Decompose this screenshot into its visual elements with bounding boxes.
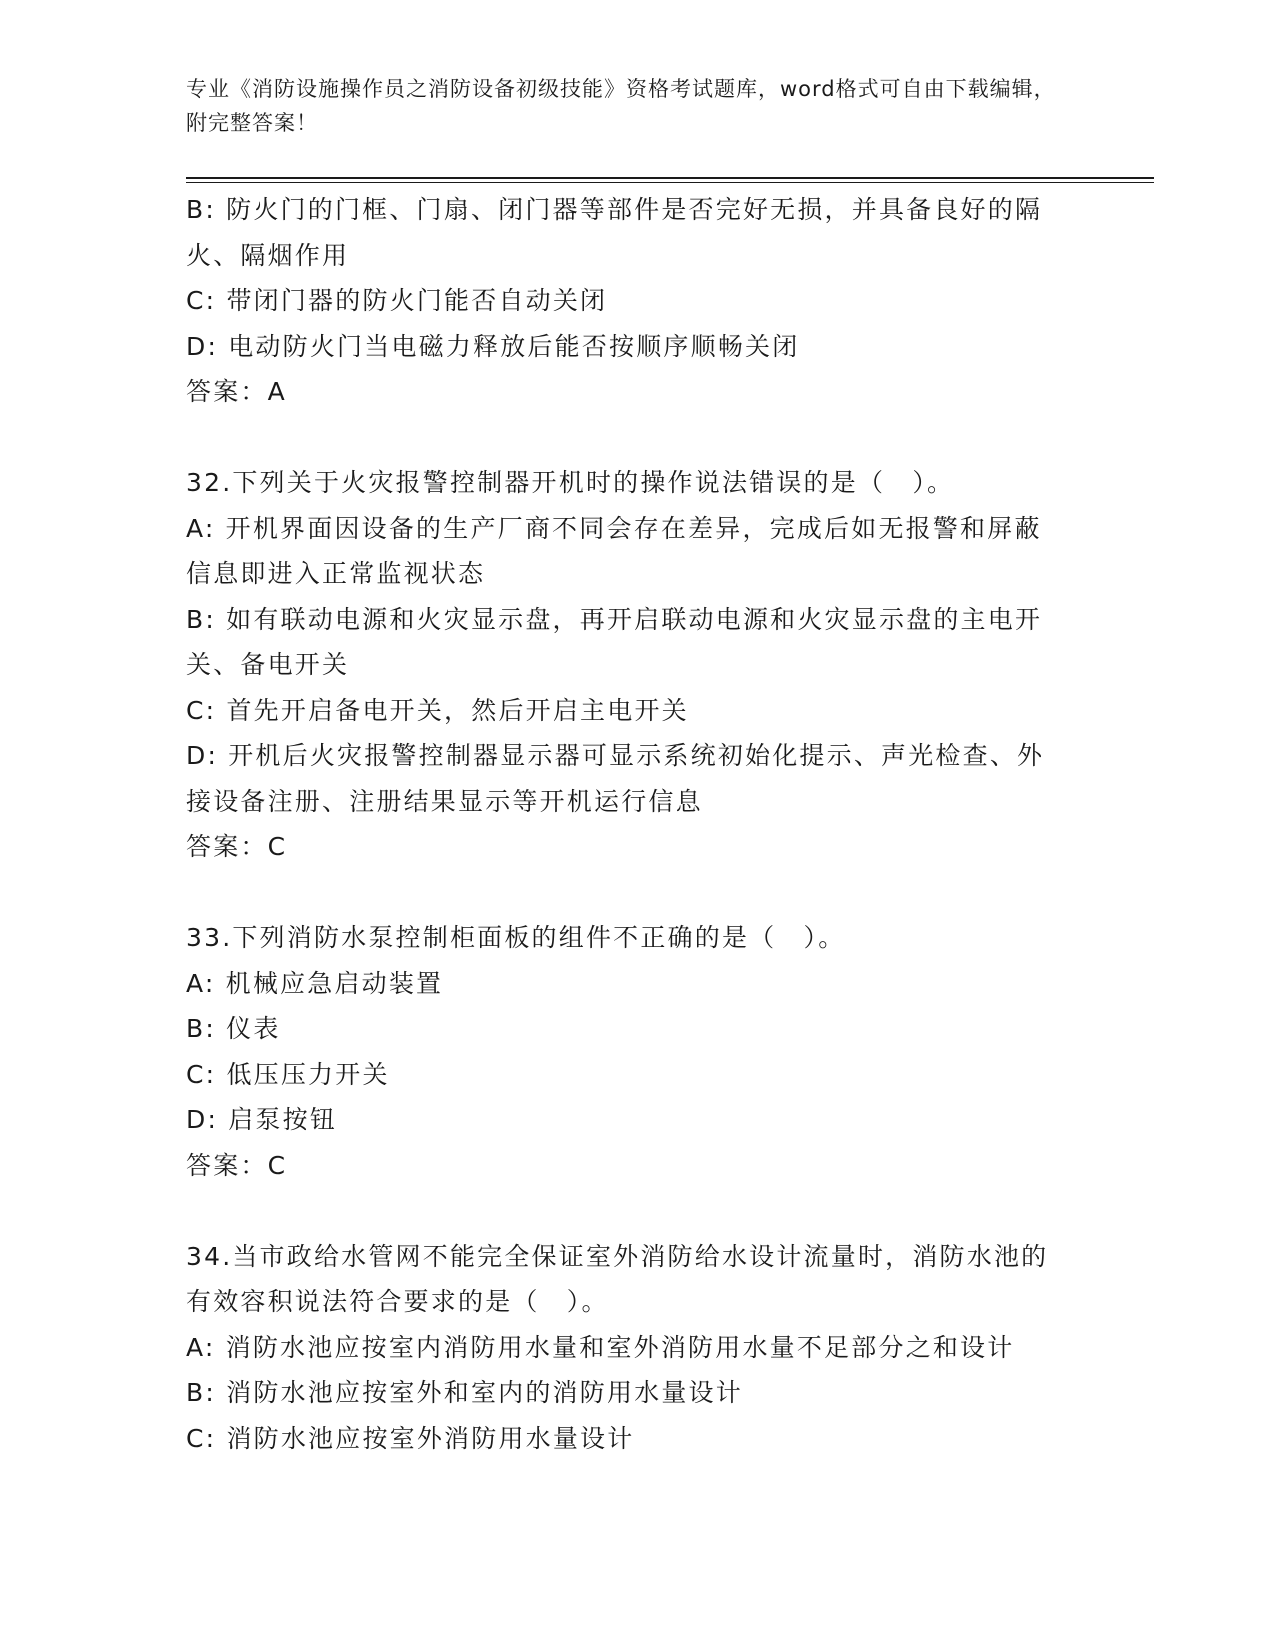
header-text: 专业《消防设施操作员之消防设备初级技能》资格考试题库，word格式可自由下载编辑，附完整答案！ bbox=[186, 77, 1056, 135]
option-text: 仪表 bbox=[226, 1014, 281, 1043]
option-letter: D: bbox=[186, 1105, 219, 1134]
option-a bbox=[186, 961, 1066, 1007]
option-text: 消防水池应按室外消防用水量设计 bbox=[226, 1423, 635, 1453]
option-a bbox=[186, 1325, 1066, 1371]
option-letter: C: bbox=[186, 695, 217, 725]
question-stem: 33.下列消防水泵控制柜面板的组件不正确的是（ ）。 bbox=[186, 923, 846, 952]
option-letter: B: bbox=[186, 195, 216, 224]
answer-line: 答案：C bbox=[186, 832, 288, 861]
option-text: 防火门的门框、门扇、闭门器等部件是否完好无损，并具备良好的隔火、隔烟作用 bbox=[186, 195, 1043, 270]
page-header bbox=[186, 72, 1066, 140]
option-letter: A: bbox=[186, 968, 216, 998]
option-text: 消防水池应按室内消防用水量和室外消防用水量不足部分之和设计 bbox=[225, 1332, 1015, 1362]
option-text: 如有联动电源和火灾显示盘，再开启联动电源和火灾显示盘的主电开关、备电开关 bbox=[186, 604, 1043, 679]
question-stem: 32.下列关于火灾报警控制器开机时的操作说法错误的是（ ）。 bbox=[186, 468, 955, 497]
option-letter: B: bbox=[186, 604, 216, 634]
option-c bbox=[186, 1052, 1066, 1098]
option-b bbox=[186, 187, 1066, 278]
option-letter: C: bbox=[186, 1059, 217, 1089]
option-text: 低压压力开关 bbox=[226, 1059, 390, 1089]
option-text: 开机后火灾报警控制器显示器可显示系统初始化提示、声光检查、外接设备注册、注册结果显示等开机运行信息 bbox=[186, 741, 1045, 816]
option-c bbox=[186, 1416, 1066, 1462]
option-letter: D: bbox=[186, 331, 219, 361]
question-32 bbox=[186, 460, 1066, 870]
option-d bbox=[186, 733, 1066, 824]
option-text: 启泵按钮 bbox=[228, 1105, 338, 1134]
question-33 bbox=[186, 915, 1066, 1188]
option-letter: C: bbox=[186, 1423, 217, 1453]
option-text: 电动防火门当电磁力释放后能否按顺序顺畅关闭 bbox=[228, 331, 800, 361]
question-content bbox=[186, 187, 1066, 1461]
option-letter: D: bbox=[186, 741, 219, 770]
option-text: 带闭门器的防火门能否自动关闭 bbox=[226, 286, 608, 315]
option-c bbox=[186, 278, 1066, 324]
option-d bbox=[186, 1097, 1066, 1143]
option-letter: B: bbox=[186, 1378, 216, 1407]
header-divider bbox=[186, 177, 1154, 183]
option-text: 开机界面因设备的生产厂商不同会存在差异，完成后如无报警和屏蔽信息即进入正常监视状态 bbox=[186, 513, 1042, 588]
question-34 bbox=[186, 1234, 1066, 1462]
option-text: 机械应急启动装置 bbox=[225, 968, 444, 998]
option-letter: A: bbox=[186, 1332, 216, 1362]
option-b bbox=[186, 597, 1066, 688]
option-b bbox=[186, 1006, 1066, 1052]
option-letter: C: bbox=[186, 286, 217, 315]
answer-line: 答案：C bbox=[186, 1150, 288, 1180]
question-stem: 34.当市政给水管网不能完全保证室外消防给水设计流量时，消防水池的有效容积说法符合要求的是（ ）。 bbox=[186, 1241, 1049, 1316]
previous-question-tail bbox=[186, 187, 1066, 415]
option-c bbox=[186, 688, 1066, 734]
option-d bbox=[186, 324, 1066, 370]
option-letter: A: bbox=[186, 513, 216, 543]
option-a bbox=[186, 506, 1066, 597]
option-text: 首先开启备电开关，然后开启主电开关 bbox=[226, 695, 689, 725]
answer-line: 答案：A bbox=[186, 377, 287, 406]
spacer bbox=[186, 870, 1066, 916]
option-letter: B: bbox=[186, 1014, 216, 1043]
option-text: 消防水池应按室外和室内的消防用水量设计 bbox=[226, 1378, 743, 1407]
spacer bbox=[186, 415, 1066, 461]
option-b bbox=[186, 1370, 1066, 1416]
spacer bbox=[186, 1188, 1066, 1234]
